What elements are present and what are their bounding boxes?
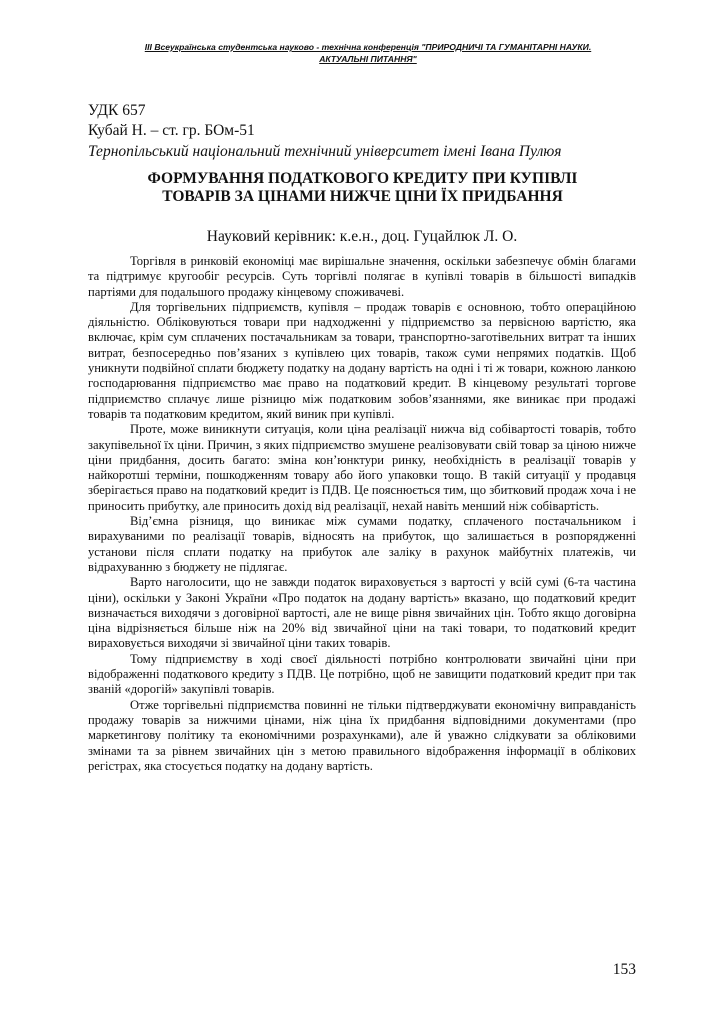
paragraph: Для торгівельних підприємств, купівля – продаж товарів є основною, тобто операційною діяльністю. Обліковуються товари при надходженні у підприємство за первісною вартістю, яка включає, крім сум сплачених постачальникам за товари, транспортно-заготівельних витрат та інших витрат, безпосередньо пов’язаних з купівлею цих товарів, також суми непрямих податків. Щоб уникнути подвійної сплати бюджету податку на додану вартість на одні і ті ж товари, кожною ланкою господарювання підприємство має право на податковий кредит. В кінцевому результаті торгове підприємство сплачує лише різницю між податковим зобов’язаннями, яке виникає при продажі товарів та податковим кредитом, який виник при купівлі.	[88, 299, 636, 421]
university-name: Тернопільський національний технічний університет імені Івана Пулюя	[88, 143, 562, 160]
author-line: Кубай Н. – ст. гр. БОм-51	[88, 122, 255, 139]
paragraph: Проте, може виникнути ситуація, коли ціна реалізації нижча від собівартості товарів, тобто закупівельної їх ціни. Причин, з яких підприємство змушене реалізовувати свій товар за ціною нижче ціни придбання, досить багато: зміна кон’юнктури ринку, необхідність в реалізації товарів у найкоротші терміни, пошкодженням товару або його упаковки тощо. В такій ситуації у продавця зберігається право на податковий кредит із ПДВ. Це пояснюється тим, що збитковий продаж хоча і не приносить прибутку, але приносить дохід від реалізації, нехай навіть менший ніж собівартість.	[88, 422, 636, 513]
paragraph: Тому підприємству в ході своєї діяльності потрібно контролювати звичайні ціни при відображенні податкового кредиту з ПДВ. Це потрібно, щоб не завищити податковий кредит при так званій «дорогій» закупівлі товарів.	[88, 651, 636, 697]
page-number: 153	[612, 961, 636, 978]
paper-title-line-2: ТОВАРІВ ЗА ЦІНАМИ НИЖЧЕ ЦІНИ ЇХ ПРИДБАННЯ	[162, 188, 563, 205]
conference-header-line-1: ІІІ Всеукраїнська студентська науково - технічна конференція "ПРИРОДНИЧІ ТА ГУМАНІТАРНІ НАУКИ.	[144, 42, 592, 52]
paragraph: Торгівля в ринковій економіці має вирішальне значення, оскільки забезпечує обмін благами та підтримує кругообіг ресурсів. Суть торгівлі полягає в купівлі товарів в більшості випадків партіями для подальшого продажу кінцевому споживачеві.	[88, 254, 636, 299]
paragraph: Варто наголосити, що не завжди податок вираховується з вартості у всій сумі (6-та частина ціни), оскільки у Законі України «Про податок на додану вартість» вказано, що податковий кредит визначається виходячи з договірної вартості, але не вище рівня звичайних цін. Тобто якщо договірна ціна відрізняється більше ніж на 20% від звичайної ціни на такі товари, то податковий кредит вираховується виходячи зі звичайної ціни таких товарів.	[88, 575, 636, 651]
conference-header	[98, 41, 638, 65]
paragraph: Отже торгівельні підприємства повинні не тільки підтверджувати економічну виправданість продажу товарів за нижчими цінами, ніж ціна їх придбання відповідними документами (про маркетингову політику та економічними розрахунками), але й уважно слідкувати за обліковими змінами та за рівнем звичайних цін з метою правильного відображення інформації в облікових регістрах, яка стосується податку на додану вартість.	[88, 697, 636, 773]
paper-title-line-1: ФОРМУВАННЯ ПОДАТКОВОГО КРЕДИТУ ПРИ КУПІВЛІ	[147, 170, 578, 187]
scientific-supervisor: Науковий керівник: к.е.н., доц. Гуцайлюк Л. О.	[206, 228, 518, 245]
paragraph: Від’ємна різниця, що виникає між сумами податку, сплаченого постачальником і вирахуваними по реалізації товарів, відносять на прибуток, що залишається в розпорядженні установи після сплати податку на прибуток але заліку в рахунок майбутніх платежів, чи відрахуванню з бюджету не підлягає.	[88, 514, 636, 574]
body-text	[88, 254, 636, 774]
paper-title	[100, 170, 625, 206]
udk-code: УДК 657	[88, 102, 146, 119]
conference-header-line-2: АКТУАЛЬНІ ПИТАННЯ"	[319, 54, 417, 64]
